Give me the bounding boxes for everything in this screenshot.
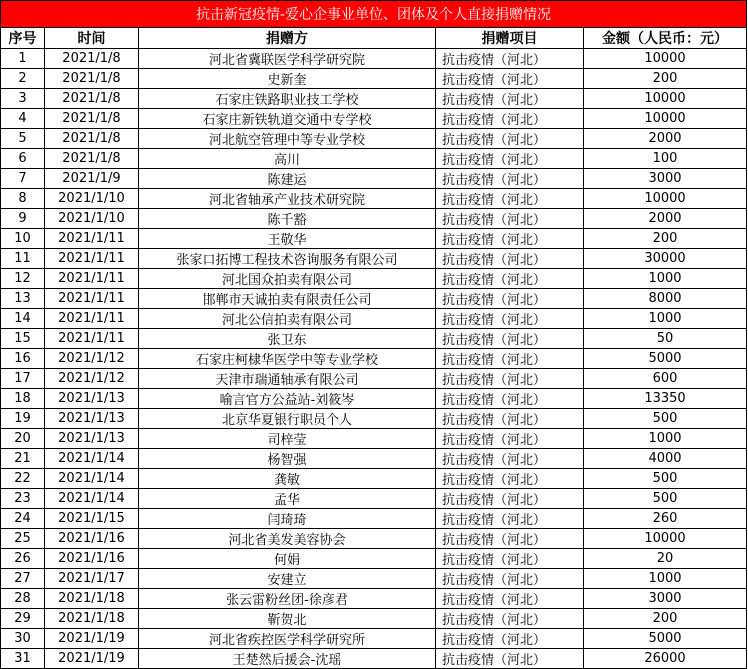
- cell-donor: 王楚然后援会-沈瑶: [139, 649, 436, 669]
- cell-donor: 安建立: [139, 569, 436, 589]
- cell-donor: 王敬华: [139, 229, 436, 249]
- cell-donor: 靳贺北: [139, 609, 436, 629]
- cell-donor: 陈建运: [139, 169, 436, 189]
- cell-date: 2021/1/11: [45, 329, 139, 349]
- cell-amount: 20: [584, 549, 747, 569]
- cell-donor: 张卫东: [139, 329, 436, 349]
- cell-no: 9: [1, 209, 45, 229]
- table-row: [1, 649, 747, 669]
- cell-donor: 张家口拓博工程技术咨询服务有限公司: [139, 249, 436, 269]
- cell-amount: 13350: [584, 389, 747, 409]
- cell-amount: 2000: [584, 129, 747, 149]
- cell-amount: 500: [584, 489, 747, 509]
- cell-amount: 10000: [584, 189, 747, 209]
- cell-amount: 26000: [584, 649, 747, 669]
- cell-no: 25: [1, 529, 45, 549]
- cell-no: 14: [1, 309, 45, 329]
- cell-donor: 高川: [139, 149, 436, 169]
- cell-no: 19: [1, 409, 45, 429]
- header-row: [1, 28, 747, 49]
- cell-no: 21: [1, 449, 45, 469]
- cell-amount: 5000: [584, 629, 747, 649]
- cell-date: 2021/1/8: [45, 69, 139, 89]
- cell-amount: 1000: [584, 569, 747, 589]
- cell-date: 2021/1/11: [45, 249, 139, 269]
- cell-amount: 30000: [584, 249, 747, 269]
- cell-date: 2021/1/12: [45, 349, 139, 369]
- cell-donor: 龚敏: [139, 469, 436, 489]
- cell-project: 抗击疫情（河北）: [436, 429, 584, 449]
- cell-amount: 4000: [584, 449, 747, 469]
- sheet-title: 抗击新冠疫情-爱心企事业单位、团体及个人直接捐赠情况: [1, 1, 747, 28]
- cell-donor: 陈千豁: [139, 209, 436, 229]
- table-row: [1, 289, 747, 309]
- cell-donor: 张云雷粉丝团-徐彦君: [139, 589, 436, 609]
- cell-no: 11: [1, 249, 45, 269]
- cell-project: 抗击疫情（河北）: [436, 329, 584, 349]
- table-row: [1, 309, 747, 329]
- table-row: [1, 89, 747, 109]
- cell-project: 抗击疫情（河北）: [436, 89, 584, 109]
- cell-project: 抗击疫情（河北）: [436, 129, 584, 149]
- cell-date: 2021/1/19: [45, 629, 139, 649]
- table-row: [1, 609, 747, 629]
- table-row: [1, 69, 747, 89]
- cell-project: 抗击疫情（河北）: [436, 549, 584, 569]
- cell-project: 抗击疫情（河北）: [436, 589, 584, 609]
- cell-donor: 司梓莹: [139, 429, 436, 449]
- cell-donor: 河北省冀联医学科学研究院: [139, 49, 436, 69]
- cell-project: 抗击疫情（河北）: [436, 69, 584, 89]
- cell-amount: 8000: [584, 289, 747, 309]
- cell-date: 2021/1/13: [45, 429, 139, 449]
- cell-project: 抗击疫情（河北）: [436, 209, 584, 229]
- cell-donor: 石家庄铁路职业技工学校: [139, 89, 436, 109]
- cell-date: 2021/1/8: [45, 129, 139, 149]
- cell-donor: 河北公信拍卖有限公司: [139, 309, 436, 329]
- cell-date: 2021/1/11: [45, 269, 139, 289]
- cell-no: 31: [1, 649, 45, 669]
- cell-date: 2021/1/18: [45, 609, 139, 629]
- cell-project: 抗击疫情（河北）: [436, 629, 584, 649]
- cell-project: 抗击疫情（河北）: [436, 269, 584, 289]
- cell-project: 抗击疫情（河北）: [436, 169, 584, 189]
- cell-amount: 200: [584, 69, 747, 89]
- table-row: [1, 489, 747, 509]
- cell-no: 24: [1, 509, 45, 529]
- cell-project: 抗击疫情（河北）: [436, 449, 584, 469]
- table-row: [1, 629, 747, 649]
- cell-no: 2: [1, 69, 45, 89]
- cell-project: 抗击疫情（河北）: [436, 389, 584, 409]
- cell-project: 抗击疫情（河北）: [436, 49, 584, 69]
- table-row: [1, 429, 747, 449]
- table-row: [1, 269, 747, 289]
- table-row: [1, 189, 747, 209]
- cell-amount: 10000: [584, 109, 747, 129]
- cell-amount: 3000: [584, 169, 747, 189]
- cell-donor: 何娟: [139, 549, 436, 569]
- cell-donor: 杨智强: [139, 449, 436, 469]
- cell-no: 13: [1, 289, 45, 309]
- cell-donor: 北京华夏银行职员个人: [139, 409, 436, 429]
- cell-amount: 1000: [584, 429, 747, 449]
- cell-date: 2021/1/18: [45, 589, 139, 609]
- cell-amount: 1000: [584, 269, 747, 289]
- table-row: [1, 409, 747, 429]
- cell-no: 5: [1, 129, 45, 149]
- cell-amount: 500: [584, 469, 747, 489]
- cell-amount: 2000: [584, 209, 747, 229]
- cell-project: 抗击疫情（河北）: [436, 409, 584, 429]
- header-date: 时间: [45, 28, 139, 49]
- cell-amount: 5000: [584, 349, 747, 369]
- cell-no: 6: [1, 149, 45, 169]
- cell-date: 2021/1/11: [45, 289, 139, 309]
- cell-no: 20: [1, 429, 45, 449]
- cell-no: 27: [1, 569, 45, 589]
- cell-donor: 河北省疾控医学科学研究所: [139, 629, 436, 649]
- cell-no: 26: [1, 549, 45, 569]
- table-row: [1, 449, 747, 469]
- cell-date: 2021/1/12: [45, 369, 139, 389]
- table-row: [1, 589, 747, 609]
- table-row: [1, 149, 747, 169]
- table-row: [1, 549, 747, 569]
- cell-donor: 孟华: [139, 489, 436, 509]
- cell-date: 2021/1/19: [45, 649, 139, 669]
- cell-date: 2021/1/8: [45, 109, 139, 129]
- table-row: [1, 129, 747, 149]
- cell-no: 30: [1, 629, 45, 649]
- title-row: [1, 1, 747, 28]
- cell-amount: 200: [584, 229, 747, 249]
- table-row: [1, 329, 747, 349]
- header-project: 捐赠项目: [436, 28, 584, 49]
- cell-project: 抗击疫情（河北）: [436, 509, 584, 529]
- cell-no: 16: [1, 349, 45, 369]
- cell-project: 抗击疫情（河北）: [436, 149, 584, 169]
- cell-donor: 石家庄新铁轨道交通中专学校: [139, 109, 436, 129]
- cell-date: 2021/1/8: [45, 149, 139, 169]
- cell-no: 18: [1, 389, 45, 409]
- cell-project: 抗击疫情（河北）: [436, 309, 584, 329]
- header-donor: 捐赠方: [139, 28, 436, 49]
- cell-project: 抗击疫情（河北）: [436, 289, 584, 309]
- cell-date: 2021/1/15: [45, 509, 139, 529]
- cell-no: 29: [1, 609, 45, 629]
- cell-no: 10: [1, 229, 45, 249]
- cell-project: 抗击疫情（河北）: [436, 529, 584, 549]
- cell-amount: 100: [584, 149, 747, 169]
- cell-no: 3: [1, 89, 45, 109]
- cell-amount: 10000: [584, 49, 747, 69]
- cell-project: 抗击疫情（河北）: [436, 609, 584, 629]
- header-amount: 金额（人民币：元）: [584, 28, 747, 49]
- cell-no: 12: [1, 269, 45, 289]
- cell-project: 抗击疫情（河北）: [436, 469, 584, 489]
- cell-date: 2021/1/9: [45, 169, 139, 189]
- cell-donor: 天津市瑞通轴承有限公司: [139, 369, 436, 389]
- table-row: [1, 109, 747, 129]
- table-row: [1, 169, 747, 189]
- cell-project: 抗击疫情（河北）: [436, 489, 584, 509]
- cell-project: 抗击疫情（河北）: [436, 249, 584, 269]
- cell-donor: 河北航空管理中等专业学校: [139, 129, 436, 149]
- header-no: 序号: [1, 28, 45, 49]
- cell-donor: 河北国众拍卖有限公司: [139, 269, 436, 289]
- table-row: [1, 389, 747, 409]
- cell-no: 1: [1, 49, 45, 69]
- cell-date: 2021/1/13: [45, 409, 139, 429]
- cell-donor: 邯郸市天诚拍卖有限责任公司: [139, 289, 436, 309]
- cell-amount: 10000: [584, 529, 747, 549]
- cell-amount: 500: [584, 409, 747, 429]
- table-row: [1, 249, 747, 269]
- cell-date: 2021/1/10: [45, 209, 139, 229]
- cell-no: 7: [1, 169, 45, 189]
- cell-date: 2021/1/14: [45, 489, 139, 509]
- cell-date: 2021/1/11: [45, 309, 139, 329]
- cell-donor: 石家庄柯棣华医学中等专业学校: [139, 349, 436, 369]
- table-row: [1, 369, 747, 389]
- cell-no: 23: [1, 489, 45, 509]
- cell-project: 抗击疫情（河北）: [436, 349, 584, 369]
- cell-donor: 喻言官方公益站-刘筱岑: [139, 389, 436, 409]
- cell-donor: 河北省美发美容协会: [139, 529, 436, 549]
- cell-project: 抗击疫情（河北）: [436, 109, 584, 129]
- table-row: [1, 229, 747, 249]
- cell-donor: 史新奎: [139, 69, 436, 89]
- cell-date: 2021/1/14: [45, 449, 139, 469]
- cell-amount: 50: [584, 329, 747, 349]
- cell-date: 2021/1/16: [45, 549, 139, 569]
- table-row: [1, 569, 747, 589]
- cell-date: 2021/1/8: [45, 49, 139, 69]
- cell-date: 2021/1/10: [45, 189, 139, 209]
- cell-no: 4: [1, 109, 45, 129]
- cell-amount: 10000: [584, 89, 747, 109]
- cell-no: 17: [1, 369, 45, 389]
- cell-no: 22: [1, 469, 45, 489]
- cell-amount: 600: [584, 369, 747, 389]
- cell-no: 28: [1, 589, 45, 609]
- cell-date: 2021/1/8: [45, 89, 139, 109]
- cell-project: 抗击疫情（河北）: [436, 189, 584, 209]
- table-row: [1, 529, 747, 549]
- table-row: [1, 469, 747, 489]
- cell-no: 8: [1, 189, 45, 209]
- cell-date: 2021/1/16: [45, 529, 139, 549]
- cell-amount: 3000: [584, 589, 747, 609]
- table-row: [1, 209, 747, 229]
- table-row: [1, 509, 747, 529]
- cell-date: 2021/1/13: [45, 389, 139, 409]
- cell-amount: 260: [584, 509, 747, 529]
- cell-no: 15: [1, 329, 45, 349]
- cell-project: 抗击疫情（河北）: [436, 569, 584, 589]
- cell-donor: 闫琦琦: [139, 509, 436, 529]
- cell-amount: 200: [584, 609, 747, 629]
- cell-project: 抗击疫情（河北）: [436, 649, 584, 669]
- cell-donor: 河北省轴承产业技术研究院: [139, 189, 436, 209]
- cell-date: 2021/1/11: [45, 229, 139, 249]
- cell-date: 2021/1/14: [45, 469, 139, 489]
- cell-amount: 1000: [584, 309, 747, 329]
- cell-date: 2021/1/17: [45, 569, 139, 589]
- cell-project: 抗击疫情（河北）: [436, 229, 584, 249]
- table-row: [1, 349, 747, 369]
- cell-project: 抗击疫情（河北）: [436, 369, 584, 389]
- table-row: [1, 49, 747, 69]
